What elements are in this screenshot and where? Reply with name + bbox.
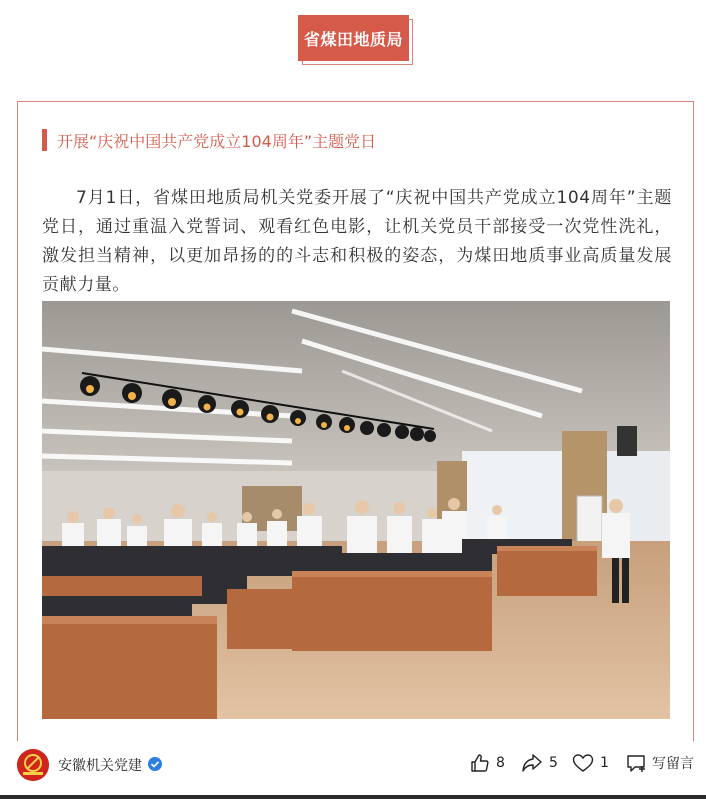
comment-label: 写留言 xyxy=(652,756,694,772)
article-photo[interactable] xyxy=(42,301,670,719)
party-emblem-icon xyxy=(17,749,49,781)
account-avatar[interactable] xyxy=(17,749,49,781)
header-badge xyxy=(298,15,413,65)
love-count: 1 xyxy=(600,755,609,771)
love-button[interactable] xyxy=(572,753,609,773)
comment-icon xyxy=(626,753,646,773)
like-count: 8 xyxy=(496,755,505,771)
share-count: 5 xyxy=(549,755,558,771)
footer-divider xyxy=(0,795,706,799)
share-arrow-icon xyxy=(521,753,543,773)
article-title: 开展“庆祝中国共产党成立104周年”主题党日 xyxy=(57,131,377,151)
footer-bar xyxy=(0,741,706,799)
account-name[interactable]: 安徽机关党建 xyxy=(58,758,142,774)
meeting-room-photo xyxy=(42,301,670,719)
comment-button[interactable] xyxy=(626,753,694,773)
article-card xyxy=(17,101,694,741)
share-button[interactable] xyxy=(521,753,558,773)
heart-icon xyxy=(572,753,594,773)
like-button[interactable] xyxy=(470,753,505,773)
article-title-row xyxy=(42,128,376,152)
thumbs-up-icon xyxy=(470,753,490,773)
verified-icon xyxy=(148,757,162,771)
badge-label: 省煤田地质局 xyxy=(298,15,409,61)
title-accent-bar xyxy=(42,129,47,151)
article-paragraph: 7月1日，省煤田地质局机关党委开展了“庆祝中国共产党成立104周年”主题党日，通过重温入党誓词、观看红色电影，让机关党员干部接受一次党性洗礼，激发担当精神，以更加昂扬的的斗志和积极的姿态，为煤田地质事业高质量发展贡献力量。 xyxy=(42,188,672,295)
